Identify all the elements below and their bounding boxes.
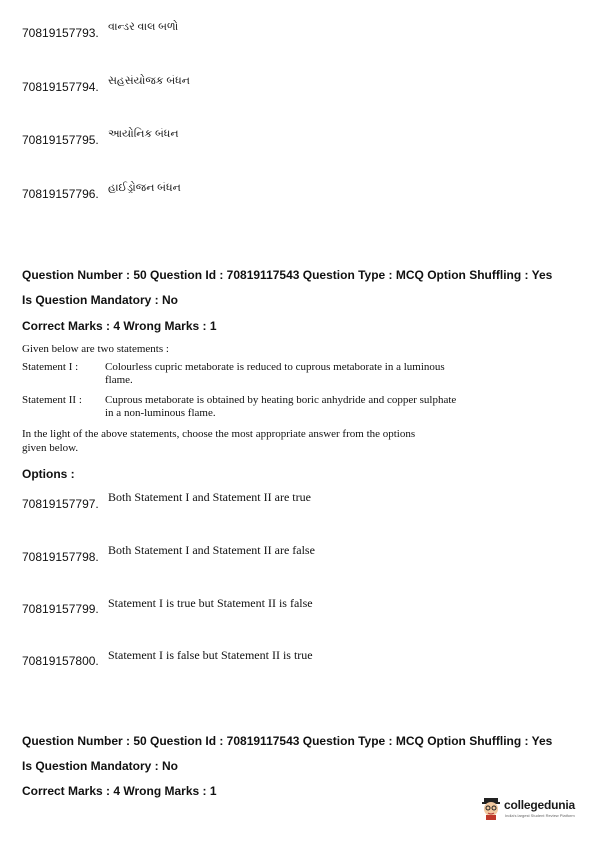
statement-1-label: Statement I :: [22, 361, 79, 373]
option-text: Statement I is false but Statement II is true: [108, 648, 313, 662]
option-text: સહસંયોજક બંધન: [108, 75, 190, 87]
option-id: 70819157800.: [22, 654, 99, 668]
option-text: Both Statement I and Statement II are false: [108, 543, 315, 557]
question-header: Question Number : 50 Question Id : 70819117543 Question Type : MCQ Option Shuffling : Yes: [22, 268, 553, 282]
statement-2-text: Cuprous metaborate is obtained by heating boric anhydride and copper sulphate in a non-luminous flame.: [105, 394, 457, 419]
option-id: 70819157795.: [22, 133, 99, 147]
question-marks: Correct Marks : 4 Wrong Marks : 1: [22, 784, 217, 798]
option-id: 70819157796.: [22, 187, 99, 201]
collegedunia-logo: [480, 796, 580, 824]
option-text: વાન્ડર વાલ બળો: [108, 21, 179, 33]
logo-tagline: India's largest Student Review Platform: [505, 813, 575, 818]
option-text: Both Statement I and Statement II are true: [108, 490, 311, 504]
option-id: 70819157799.: [22, 602, 99, 616]
question-marks: Correct Marks : 4 Wrong Marks : 1: [22, 319, 217, 333]
option-text: હાઈડ્રોજન બંધન: [108, 182, 181, 194]
option-text: આયોનિક બંધન: [108, 128, 179, 140]
question-mandatory: Is Question Mandatory : No: [22, 293, 179, 307]
options-label: Options :: [22, 467, 75, 481]
question-mandatory: Is Question Mandatory : No: [22, 759, 179, 773]
statement-1-text: Colourless cupric metaborate is reduced to cuprous metaborate in a luminous flame.: [105, 361, 445, 386]
option-id: 70819157793.: [22, 26, 99, 40]
option-id: 70819157794.: [22, 80, 99, 94]
question-header: Question Number : 50 Question Id : 70819117543 Question Type : MCQ Option Shuffling : Yes: [22, 734, 553, 748]
option-id: 70819157798.: [22, 550, 99, 564]
statement-2-label: Statement II :: [22, 394, 82, 406]
instruction-line-2: given below.: [22, 442, 79, 454]
option-text: Statement I is true but Statement II is false: [108, 596, 313, 610]
mascot-icon: [480, 796, 502, 820]
logo-name: collegedunia: [504, 798, 575, 812]
instruction-line-1: In the light of the above statements, choose the most appropriate answer from the options: [22, 428, 416, 440]
statements-intro: Given below are two statements :: [22, 343, 169, 355]
option-id: 70819157797.: [22, 497, 99, 511]
